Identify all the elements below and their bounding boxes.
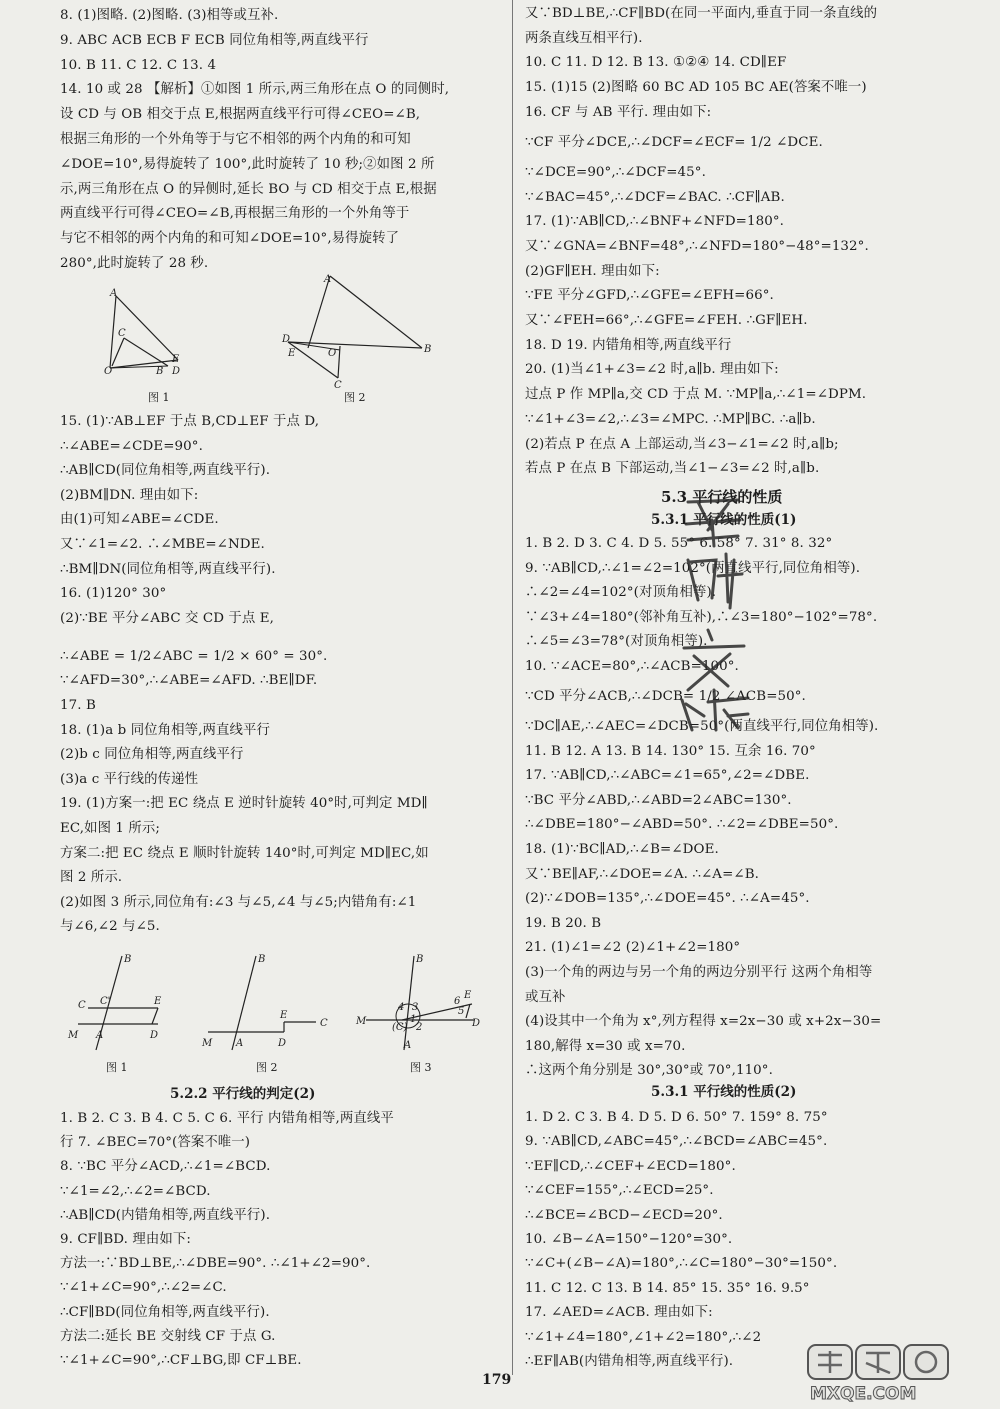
svg-text:B: B xyxy=(124,954,132,965)
right-answer-line: 若点 P 在点 B 下部运动,当∠1−∠3=∠2 时,a∥b. xyxy=(525,461,820,477)
right-answer-line: 9. ∵AB∥CD,∴∠1=∠2=102°(两直线平行,同位角相等). xyxy=(525,560,861,576)
svg-text:D: D xyxy=(150,1030,159,1041)
right-answer-line: 又∵BE∥AF,∴∠DOE=∠A. ∴∠A=∠B. xyxy=(525,866,760,882)
right-answer-line: 或互补 xyxy=(525,989,566,1005)
right-answer-line: ∵∠1+∠3=∠2,∴∠3=∠MPC. ∴MP∥BC. ∴a∥b. xyxy=(525,411,816,427)
right-answer-line: 18. D 19. 内错角相等,两直线平行 xyxy=(525,337,732,353)
left-answer-line: 17. B xyxy=(60,698,96,713)
q19-figure-2 xyxy=(202,952,338,1052)
left-answer-line: 与∠6,∠2 与∠5. xyxy=(60,919,160,935)
right-answer-line: 10. ∠B−∠A=150°−120°=30°. xyxy=(525,1232,733,1247)
right-answer-line: 又∵∠GNA=∠BNF=48°,∴∠NFD=180°−48°=132°. xyxy=(525,238,869,254)
right-answer-line: ∴∠2=∠4=102°(对顶角相等). xyxy=(525,585,717,601)
column-divider xyxy=(512,0,513,1375)
left-answer-line: 图 2 所示. xyxy=(60,870,123,886)
svg-text:4: 4 xyxy=(398,1002,405,1013)
right-answer-line: 18. (1)∵BC∥AD,∴∠B=∠DOE. xyxy=(525,842,719,857)
svg-text:M: M xyxy=(68,1030,79,1041)
svg-text:A: A xyxy=(404,1040,412,1051)
right-answer-line: 1. D 2. C 3. B 4. D 5. D 6. 50° 7. 159° 8. 75° xyxy=(525,1110,828,1125)
left-answer-line: ∠DOE=10°,易得旋转了 100°,此时旋转了 10 秒;②如图 2 所 xyxy=(60,156,435,172)
svg-text:B: B xyxy=(156,366,164,377)
right-answer-line: 20. (1)当∠1+∠3=∠2 时,a∥b. 理由如下: xyxy=(525,362,779,378)
q19-fig3-caption: 图 3 xyxy=(410,1061,432,1074)
q19-fig1-caption: 图 1 xyxy=(106,1061,128,1074)
left-answer-line: 方案二:把 EC 绕点 E 顺时针旋转 140°时,可判定 MD∥EC,如 xyxy=(60,845,429,861)
right-answer-line: ∴EF∥AB(内错角相等,两直线平行). xyxy=(525,1354,734,1369)
svg-text:5: 5 xyxy=(458,1006,465,1017)
left-answer-line: ∴BM∥DN(同位角相等,两直线平行). xyxy=(60,561,276,577)
right-answer-line: (2)∵∠DOB=135°,∴∠DOE=45°. ∴∠A=45°. xyxy=(525,891,810,907)
section-5-2-2-title: 5.2.2 平行线的判定(2) xyxy=(170,1086,316,1102)
left-answer-line: 9. CF∥BD. 理由如下: xyxy=(60,1232,191,1247)
svg-text:D: D xyxy=(282,334,291,345)
right-answer-line: ∴这两个角分别是 30°,30°或 70°,110°. xyxy=(525,1063,773,1079)
svg-text:C: C xyxy=(78,1000,86,1011)
right-answer-line: ∵∠BAC=45°,∴∠DCF=∠BAC. ∴CF∥AB. xyxy=(525,189,785,205)
right-answer-line: 过点 P 作 MP∥a,交 CD 于点 M. ∵MP∥a,∴∠1=∠DPM. xyxy=(525,387,867,403)
right-answer-line: ∵DC∥AE,∴∠AEC=∠DCB=50°(两直线平行,同位角相等). xyxy=(525,719,879,734)
left-answer-line: 又∵∠1=∠2. ∴∠MBE=∠NDE. xyxy=(60,537,265,552)
svg-text:C': C' xyxy=(100,996,111,1007)
right-answer-line: ∵∠C+(∠B−∠A)=180°,∴∠C=180°−30°=150°. xyxy=(525,1256,838,1272)
left-answer-line: ∴∠ABE=∠CDE=90°. xyxy=(60,438,203,454)
svg-text:C: C xyxy=(320,1018,328,1029)
right-answer-line: 两条直线互相平行). xyxy=(525,30,643,46)
q19-figure-1 xyxy=(68,952,178,1052)
right-answer-line: ∵∠DCE=90°,∴∠DCF=45°. xyxy=(525,164,706,180)
svg-text:A: A xyxy=(110,288,118,299)
svg-text:B: B xyxy=(424,344,432,355)
q19-figure-3 xyxy=(358,952,488,1052)
right-answer-line: 180,解得 x=30 或 x=70. xyxy=(525,1038,686,1054)
section-5-3-title: 5.3 平行线的性质 xyxy=(661,488,783,506)
svg-text:(C): (C) xyxy=(392,1022,408,1033)
right-answer-line: 17. (1)∵AB∥CD,∴∠BNF+∠NFD=180°. xyxy=(525,214,784,230)
left-answer-line: 18. (1)a b 同位角相等,两直线平行 xyxy=(60,722,270,738)
right-answer-line: ∵∠3+∠4=180°(邻补角互补),∴∠3=180°−102°=78°. xyxy=(525,609,878,625)
right-answer-line: (3)一个角的两边与另一个角的两边分别平行 这两个角相等 xyxy=(525,965,873,980)
svg-text:D: D xyxy=(278,1038,287,1049)
left-answer-line: 与它不相邻的两个内角的和可知∠DOE=10°,易得旋转了 xyxy=(60,231,400,247)
svg-text:M: M xyxy=(356,1016,367,1027)
left-answer-line: 10. B 11. C 12. C 13. 4 xyxy=(60,57,217,73)
left-answer-line: (2)BM∥DN. 理由如下: xyxy=(60,487,199,503)
right-answer-line: 15. (1)15 (2)图略 60 BC AD 105 BC AE(答案不唯一) xyxy=(525,80,867,96)
left-answer-line: 8. ∵BC 平分∠ACD,∴∠1=∠BCD. xyxy=(60,1159,271,1175)
left-answer-line: ∵∠1+∠C=90°,∴∠2=∠C. xyxy=(60,1280,227,1296)
svg-text:B: B xyxy=(258,954,266,965)
left-answer-line: 根据三角形的一个外角等于与它不相邻的两个内角的和可知 xyxy=(60,132,411,147)
left-answer-line: 行 7. ∠BEC=70°(答案不唯一) xyxy=(60,1135,251,1151)
left-answer-line: 由(1)可知∠ABE=∠CDE. xyxy=(60,512,219,528)
svg-text:1: 1 xyxy=(410,1014,417,1025)
svg-text:M: M xyxy=(202,1038,213,1049)
left-answer-line: ∴AB∥CD(内错角相等,两直线平行). xyxy=(60,1207,271,1223)
right-answer-line: ∴∠BCE=∠BCD−∠ECD=20°. xyxy=(525,1207,723,1223)
right-answer-line: (2)GF∥EH. 理由如下: xyxy=(525,263,660,279)
svg-text:A: A xyxy=(324,274,332,285)
left-answer-line: 方法一:∵BD⊥BE,∴∠DBE=90°. ∴∠1+∠2=90°. xyxy=(60,1256,371,1272)
left-answer-line: (2)b c 同位角相等,两直线平行 xyxy=(60,747,244,763)
right-answer-line: 又∵∠FEH=66°,∴∠GFE=∠FEH. ∴GF∥EH. xyxy=(525,313,808,328)
svg-text:3: 3 xyxy=(412,1002,419,1013)
left-answer-line: 280°,此时旋转了 28 秒. xyxy=(60,256,209,271)
left-answer-line: ∵∠1=∠2,∴∠2=∠BCD. xyxy=(60,1183,211,1199)
right-answer-line: 10. C 11. D 12. B 13. ①②④ 14. CD∥EF xyxy=(525,55,787,71)
svg-text:A: A xyxy=(96,1030,104,1041)
svg-text:MXQE.COM: MXQE.COM xyxy=(810,1384,917,1404)
left-answer-line: 示,两三角形在点 O 的异侧时,延长 BO 与 CD 相交于点 E,根据 xyxy=(60,181,437,197)
right-answer-line: 11. C 12. C 13. B 14. 85° 15. 35° 16. 9.5° xyxy=(525,1280,810,1296)
q14-figure-2 xyxy=(282,274,438,391)
right-answer-line: ∵∠CEF=155°,∴∠ECD=25°. xyxy=(525,1183,714,1199)
left-answer-line: 15. (1)∵AB⊥EF 于点 B,CD⊥EF 于点 D, xyxy=(60,414,320,429)
q14-fig1-caption: 图 1 xyxy=(148,391,170,404)
svg-text:C: C xyxy=(118,328,126,339)
left-answer-line: (2)如图 3 所示,同位角有:∠3 与∠5,∠4 与∠5;内错角有:∠1 xyxy=(60,894,417,910)
handwritten-watermark xyxy=(668,490,758,735)
right-answer-line: (4)设其中一个角为 x°,列方程得 x=2x−30 或 x+2x−30= xyxy=(525,1014,882,1030)
left-answer-line: 方法二:延长 BE 交射线 CF 于点 G. xyxy=(60,1328,276,1344)
left-answer-line: (2)∵BE 平分∠ABC 交 CD 于点 E, xyxy=(60,610,274,626)
left-answer-line: ∵∠AFD=30°,∴∠ABE=∠AFD. ∴BE∥DF. xyxy=(60,673,318,689)
right-answer-line: ∵CD 平分∠ACB,∴∠DCB= 1/2 ∠ACB=50°. xyxy=(525,689,806,704)
left-answer-line: ∴∠ABE = 1/2∠ABC = 1/2 × 60° = 30°. xyxy=(60,648,328,664)
right-answer-line: 16. CF 与 AB 平行. 理由如下: xyxy=(525,104,712,120)
q14-fig2-caption: 图 2 xyxy=(344,391,366,404)
page-number: 179 xyxy=(482,1372,512,1388)
svg-text:D: D xyxy=(472,1018,481,1029)
left-answer-line: ∵∠1+∠C=90°,∴CF⊥BG,即 CF⊥BE. xyxy=(60,1353,302,1368)
right-answer-line: ∵EF∥CD,∴∠CEF+∠ECD=180°. xyxy=(525,1158,736,1174)
left-answer-line: 16. (1)120° 30° xyxy=(60,586,167,602)
right-answer-line: 17. ∠AED=∠ACB. 理由如下: xyxy=(525,1305,713,1321)
svg-text:6: 6 xyxy=(454,996,461,1007)
right-answer-line: ∵BC 平分∠ABD,∴∠ABD=2∠ABC=130°. xyxy=(525,792,792,808)
svg-text:D: D xyxy=(172,366,181,377)
svg-text:E: E xyxy=(154,996,162,1007)
left-answer-line: 9. ABC ACB ECB F ECB 同位角相等,两直线平行 xyxy=(60,32,369,48)
section-5-3-1-part1-title: 5.3.1 平行线的性质(1) xyxy=(651,512,797,528)
q19-fig2-caption: 图 2 xyxy=(256,1061,278,1074)
right-answer-line: 10. ∵∠ACE=80°,∴∠ACB=100°. xyxy=(525,659,739,674)
left-answer-line: 1. B 2. C 3. B 4. C 5. C 6. 平行 内错角相等,两直线平 xyxy=(60,1111,394,1126)
svg-text:2: 2 xyxy=(416,1022,423,1033)
right-answer-line: ∴∠DBE=180°−∠ABD=50°. ∴∠2=∠DBE=50°. xyxy=(525,817,839,833)
right-answer-line: ∵FE 平分∠GFD,∴∠GFE=∠EFH=66°. xyxy=(525,288,774,304)
left-answer-line: EC,如图 1 所示; xyxy=(60,821,161,836)
right-answer-line: 又∵BD⊥BE,∴CF∥BD(在同一平面内,垂直于同一条直线的 xyxy=(525,6,878,21)
left-answer-line: 8. (1)图略. (2)图略. (3)相等或互补. xyxy=(60,8,279,23)
right-answer-line: 1. B 2. D 3. C 4. D 5. 55° 6. 58° 7. 31° 8. 32° xyxy=(525,536,833,551)
svg-text:C: C xyxy=(334,380,342,391)
left-answer-line: 14. 10 或 28 【解析】①如图 1 所示,两三角形在点 O 的同侧时, xyxy=(60,82,450,98)
right-answer-line: ∵∠1+∠4=180°,∠1+∠2=180°,∴∠2 xyxy=(525,1329,762,1345)
left-answer-line: (3)a c 平行线的传递性 xyxy=(60,771,199,787)
section-5-3-1-part2-title: 5.3.1 平行线的性质(2) xyxy=(651,1084,797,1100)
svg-text:A: A xyxy=(236,1038,244,1049)
right-answer-line: 21. (1)∠1=∠2 (2)∠1+∠2=180° xyxy=(525,940,741,956)
left-answer-line: 两直线平行可得∠CEO=∠B,再根据三角形的一个外角等于 xyxy=(60,206,410,222)
site-logo-watermark xyxy=(804,1343,994,1403)
left-answer-line: ∴AB∥CD(同位角相等,两直线平行). xyxy=(60,463,271,479)
left-answer-line: ∴CF∥BD(同位角相等,两直线平行). xyxy=(60,1304,270,1320)
right-answer-line: 17. ∵AB∥CD,∴∠ABC=∠1=65°,∠2=∠DBE. xyxy=(525,768,810,784)
svg-text:E: E xyxy=(464,990,472,1001)
left-answer-line: 19. (1)方案一:把 EC 绕点 E 逆时针旋转 40°时,可判定 MD∥ xyxy=(60,796,428,812)
svg-text:E: E xyxy=(172,354,180,365)
svg-text:E: E xyxy=(288,348,296,359)
svg-text:B: B xyxy=(416,954,424,965)
svg-text:O: O xyxy=(104,366,113,377)
right-answer-line: 9. ∵AB∥CD,∠ABC=45°,∴∠BCD=∠ABC=45°. xyxy=(525,1134,828,1150)
svg-text:E: E xyxy=(280,1010,288,1021)
q14-figure-1 xyxy=(104,276,240,377)
right-answer-line: ∵CF 平分∠DCE,∴∠DCF=∠ECF= 1/2 ∠DCE. xyxy=(525,134,823,150)
left-answer-line: 设 CD 与 OB 相交于点 E,根据两直线平行可得∠CEO=∠B, xyxy=(60,107,421,123)
right-answer-line: (2)若点 P 在点 A 上部运动,当∠3−∠1=∠2 时,a∥b; xyxy=(525,436,839,452)
svg-text:O: O xyxy=(328,348,337,359)
right-answer-line: ∴∠5=∠3=78°(对顶角相等). xyxy=(525,634,708,650)
right-answer-line: 11. B 12. A 13. B 14. 130° 15. 互余 16. 70° xyxy=(525,743,816,759)
right-answer-line: 19. B 20. B xyxy=(525,915,602,931)
